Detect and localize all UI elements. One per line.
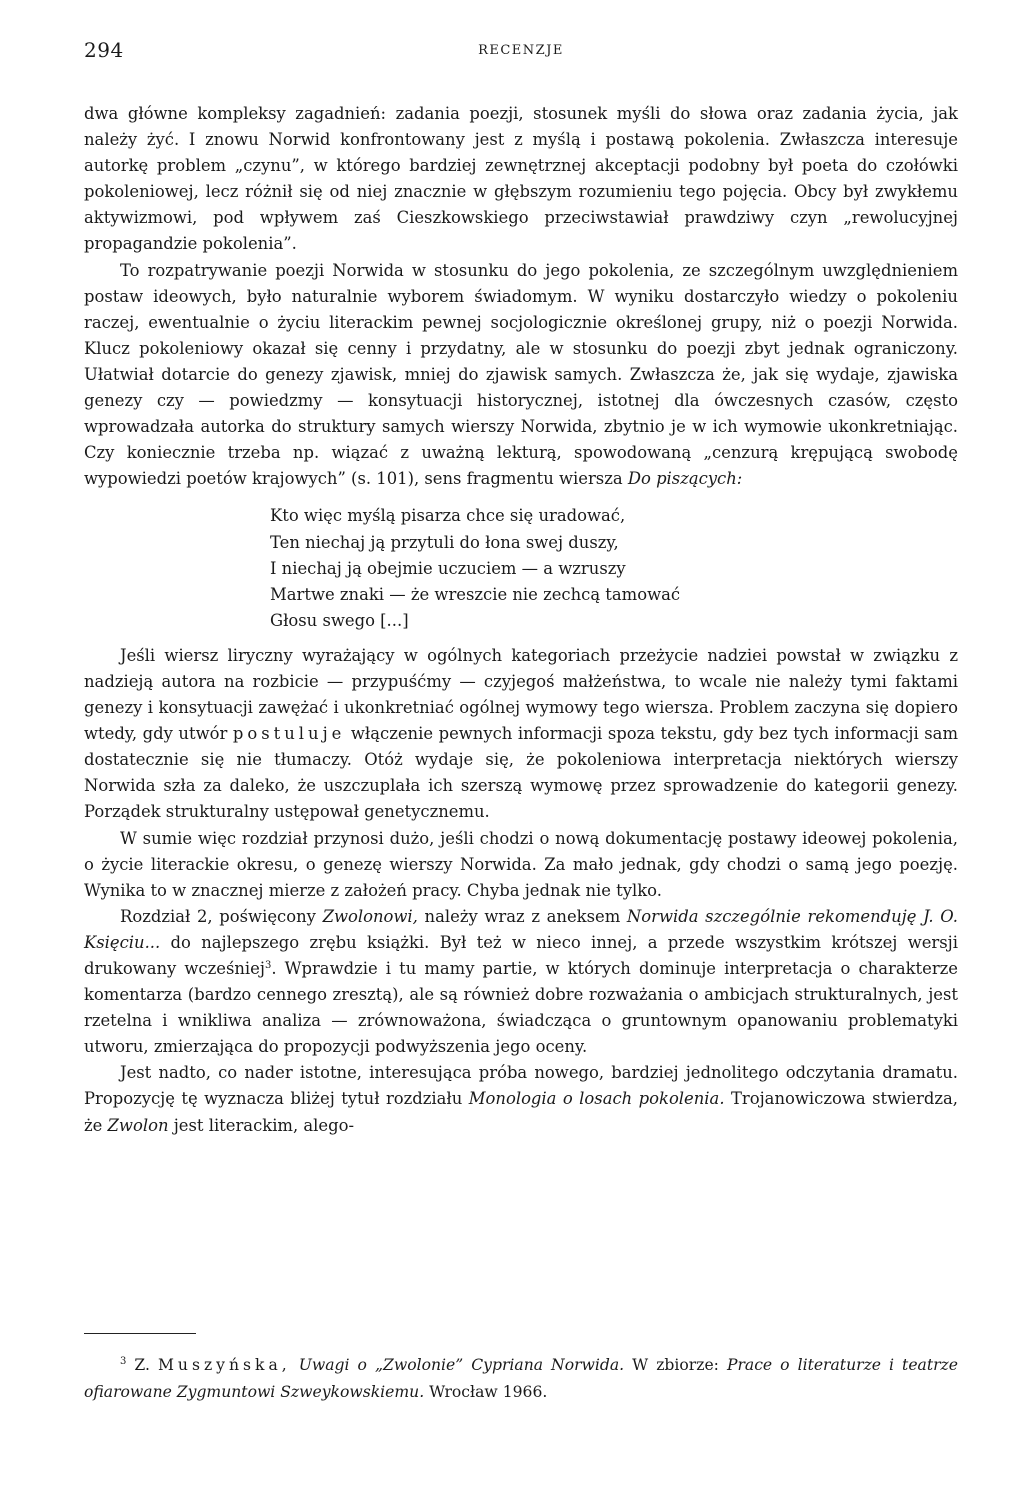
text-run: W zbiorze: [624, 1356, 727, 1374]
spaced-text: Muszyńska, [157, 1356, 291, 1374]
text-run: Trojanowiczowa stwierdza, że [84, 1089, 958, 1135]
footnote-ref: 3 [264, 960, 272, 971]
footnote [84, 1352, 958, 1406]
poem-line: Kto więc myślą pisarza chce się uradować, [270, 506, 626, 526]
article-body [84, 101, 958, 1139]
poem-line: Ten niechaj ją przytuli do łona swej duszy, [270, 532, 619, 552]
paragraph [84, 826, 958, 904]
text-run: Z. [126, 1356, 158, 1374]
text-run [291, 1356, 299, 1374]
text-run: należy wraz z aneksem [417, 906, 627, 926]
italic-text: Zwolon [107, 1115, 169, 1135]
italic-text: Prace o literaturze i teatrze ofiarowane Zygmuntowi Szweykowskiemu. [84, 1356, 959, 1401]
italic-text: Monologia o losach pokolenia. [468, 1089, 725, 1109]
paragraph [84, 101, 958, 258]
text-run: To rozpatrywanie poezji Norwida w stosunku do jego pokolenia, ze szczególnym uwzględnieniem postaw ideowych, było naturalnie wyborem świadomym. W wyniku dostarczyło wiedzy o pokoleniu raczej, ewentualnie o życiu literackim pewnej socjologicznie określonej grupy, niż o poezji Norwida. Klucz pokoleniowy okazał się cenny i przydatny, ale w stosunku do poezji zbyt jednak ograniczony. Ułatwiał dotarcie do genezy zjawisk, mniej do zjawisk samych. Zwłaszcza że, jak się wydaje, zjawiska genezy czy — powiedzmy — konsytuacji historycznej, istotnej dla ówczesnych czasów, często wprowadzała autorka do struktury samych wierszy Norwida, zbytnio je w ich wymowie ukonkretniając. Czy koniecznie trzeba np. wiązać z uważną lekturą, spowodowaną „cenzurą krępującą swobodę wypowiedzi poetów krajowych” (s. 101), sens fragmentu wiersza [84, 260, 958, 489]
poem-line: I niechaj ją obejmie uczuciem — a wzruszy [270, 558, 626, 578]
poem-line: Martwe znaki — że wreszcie nie zechcą tamować [270, 584, 681, 604]
text-run: W sumie więc rozdział przynosi dużo, jeśli chodzi o nową dokumentację postawy ideowej pokolenia, o życie literackie okresu, o genezę wierszy Norwida. Za mało jednak, gdy chodzi o samą jego poezję. Wynika to w znacznej mierze z założeń pracy. Chyba jednak nie tylko. [84, 828, 958, 900]
italic-text: Zwolonowi, [322, 906, 418, 926]
paragraph [84, 258, 958, 493]
italic-text: Do piszących: [627, 469, 743, 489]
paragraph [84, 1060, 958, 1138]
paragraph [84, 643, 958, 826]
text-run: Jeśli wiersz liryczny wyrażający w ogólnych kategoriach przeżycie nadziei powstał w związku z nadzieją autora na rozbicie — przypuśćmy — czyjegoś małżeństwa, to wcale nie należy tymi faktami genezy i konsytuacji zawężać i ukonkretniać ogólnej wymowy tego wiersza. Problem zaczyna się dopiero wtedy, gdy utwór [84, 645, 958, 744]
page-number: 294 [84, 38, 124, 62]
text-run: do najlepszego zrębu książki. Był też w nieco innej, a przede wszystkim krótszej wersji drukowany wcześniej [84, 932, 958, 978]
page-header [84, 38, 958, 68]
italic-text: Uwagi o „Zwolonie” Cypriana Norwida. [298, 1356, 625, 1374]
italic-text: Norwida szczególnie rekomenduję J. O. Księciu... [84, 906, 958, 952]
paragraphs-after-quote [84, 643, 958, 1139]
text-run: . Wprawdzie i tu mamy partie, w których dominuje interpretacja o charakterze komentarza (bardzo cennego zresztą), ale są również dobre rozważania o ambicjach strukturalnych, jest rzetelna i wnikliwa analiza — zrównoważona, świadcząca o gruntownym opanowaniu problematyki utworu, zmierzająca do propozycji podwyższenia jego oceny. [84, 959, 958, 1057]
text-run: Rozdział 2, poświęcony [120, 906, 323, 926]
text-run: dwa główne kompleksy zagadnień: zadania poezji, stosunek myśli do słowa oraz zadania życia, jak należy żyć. I znowu Norwid konfrontowany jest z myślą i postawą pokolenia. Zwłaszcza interesuje autorkę problem „czynu”, w którego bardziej zewnętrznej akceptacji podobny był poeta do czołówki pokoleniowej, lecz różnił się od niej znacznie w głębszym rozumieniu tego pojęcia. Obcy był zwykłemu aktywizmowi, pod wpływem zaś Cieszkowskiego przeciwstawiał prawdziwy czyn „rewolucyjnej propagandzie pokolenia”. [84, 104, 958, 254]
text-run: jest literackim, alego- [168, 1115, 355, 1135]
footnote-ref: 3 [120, 1356, 127, 1367]
poem-line: Głosu swego [...] [270, 610, 409, 630]
text-run: Wrocław 1966. [424, 1383, 548, 1401]
text-run: Jest nadto, co nader istotne, interesująca próba nowego, bardziej jednolitego odczytania dramatu. Propozycję tę wyznacza bliżej tytuł rozdziału [84, 1063, 958, 1109]
spaced-text: postuluje [232, 724, 346, 744]
text-run: włączenie pewnych informacji spoza tekstu, gdy bez tych informacji sam dostatecznie się nie tłumaczy. Otóż wydaje się, że pokoleniowa interpretacja niektórych wierszy Norwida szła za daleko, że uszczuplała ich szerszą wymowę przez sprowadzenie do kategorii genezy. Porządek strukturalny ustępował genetycznemu. [84, 724, 958, 822]
paragraphs-before-quote [84, 101, 958, 492]
footnote-rule [84, 1333, 196, 1334]
running-head: RECENZJE [478, 43, 564, 58]
paragraph [84, 904, 958, 1061]
poem-quote [270, 503, 958, 633]
